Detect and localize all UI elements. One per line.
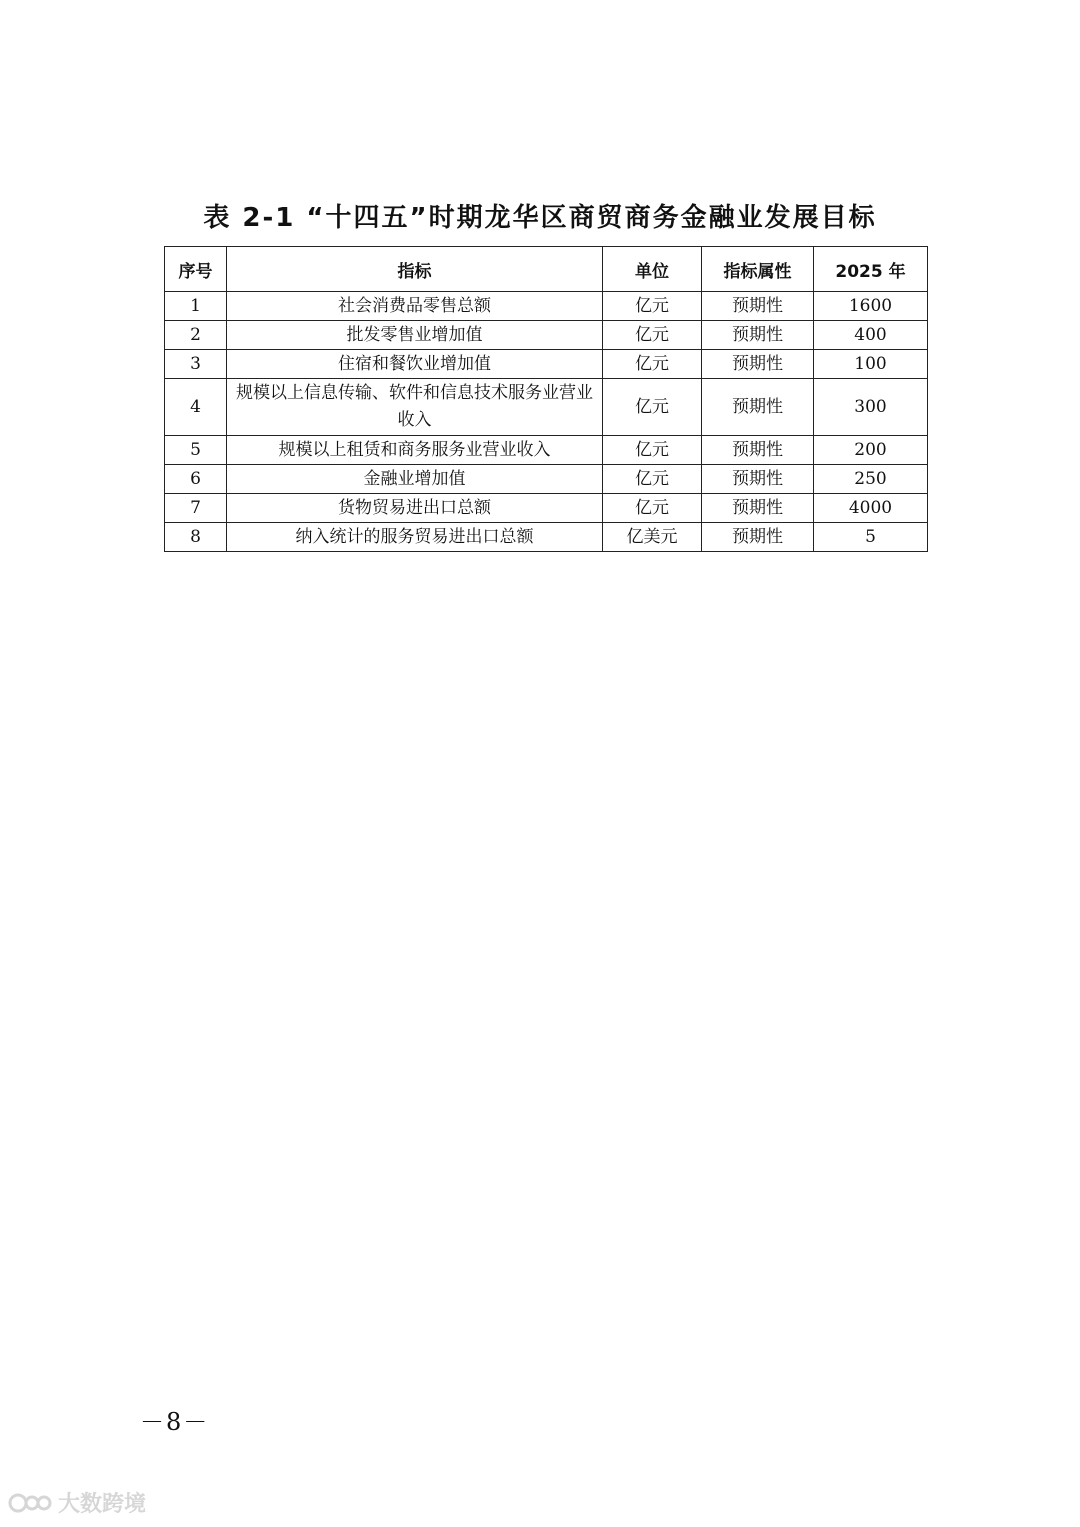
cell-target: 400 [814, 321, 928, 350]
cell-no: 7 [165, 494, 227, 523]
cell-unit: 亿元 [603, 379, 702, 436]
cell-no: 2 [165, 321, 227, 350]
cell-attribute: 预期性 [702, 321, 814, 350]
cell-attribute: 预期性 [702, 436, 814, 465]
page-title: 表 2-1 “十四五”时期龙华区商贸商务金融业发展目标 [203, 203, 877, 233]
table-row [165, 494, 928, 523]
page-number: －8－ [140, 1408, 210, 1436]
table-row [165, 436, 928, 465]
cell-indicator: 批发零售业增加值 [227, 321, 603, 350]
table-row [165, 379, 928, 436]
cell-indicator: 规模以上租赁和商务服务业营业收入 [227, 436, 603, 465]
cell-target: 300 [814, 379, 928, 436]
table-row [165, 465, 928, 494]
cell-unit: 亿元 [603, 465, 702, 494]
cell-target: 200 [814, 436, 928, 465]
table-row [165, 292, 928, 321]
cell-indicator: 金融业增加值 [227, 465, 603, 494]
cell-target: 5 [814, 523, 928, 552]
header-cell-attribute: 指标属性 [702, 247, 814, 292]
header-cell-target: 2025 年 [814, 247, 928, 292]
cell-unit: 亿元 [603, 321, 702, 350]
table-row [165, 321, 928, 350]
targets-table [164, 246, 928, 552]
cell-no: 3 [165, 350, 227, 379]
table-header-row [165, 247, 928, 292]
cell-indicator: 纳入统计的服务贸易进出口总额 [227, 523, 603, 552]
cell-target: 250 [814, 465, 928, 494]
cell-unit: 亿元 [603, 350, 702, 379]
cell-target: 4000 [814, 494, 928, 523]
header-cell-indicator: 指标 [227, 247, 603, 292]
cell-target: 100 [814, 350, 928, 379]
cell-no: 1 [165, 292, 227, 321]
cell-attribute: 预期性 [702, 494, 814, 523]
watermark-logo-icon [8, 1491, 52, 1515]
header-cell-no: 序号 [165, 247, 227, 292]
cell-no: 5 [165, 436, 227, 465]
cell-attribute: 预期性 [702, 350, 814, 379]
watermark [8, 1487, 146, 1518]
cell-no: 8 [165, 523, 227, 552]
cell-attribute: 预期性 [702, 465, 814, 494]
cell-unit: 亿元 [603, 436, 702, 465]
cell-no: 6 [165, 465, 227, 494]
cell-unit: 亿元 [603, 292, 702, 321]
cell-attribute: 预期性 [702, 379, 814, 436]
cell-indicator: 住宿和餐饮业增加值 [227, 350, 603, 379]
cell-indicator: 货物贸易进出口总额 [227, 494, 603, 523]
watermark-text: 大数跨境 [58, 1492, 147, 1517]
header-cell-unit: 单位 [603, 247, 702, 292]
cell-target: 1600 [814, 292, 928, 321]
cell-attribute: 预期性 [702, 523, 814, 552]
table-row [165, 350, 928, 379]
cell-unit: 亿元 [603, 494, 702, 523]
cell-unit: 亿美元 [603, 523, 702, 552]
cell-no: 4 [165, 379, 227, 436]
cell-indicator: 社会消费品零售总额 [227, 292, 603, 321]
table-row [165, 523, 928, 552]
cell-indicator: 规模以上信息传输、软件和信息技术服务业营业收入 [227, 379, 603, 436]
cell-attribute: 预期性 [702, 292, 814, 321]
